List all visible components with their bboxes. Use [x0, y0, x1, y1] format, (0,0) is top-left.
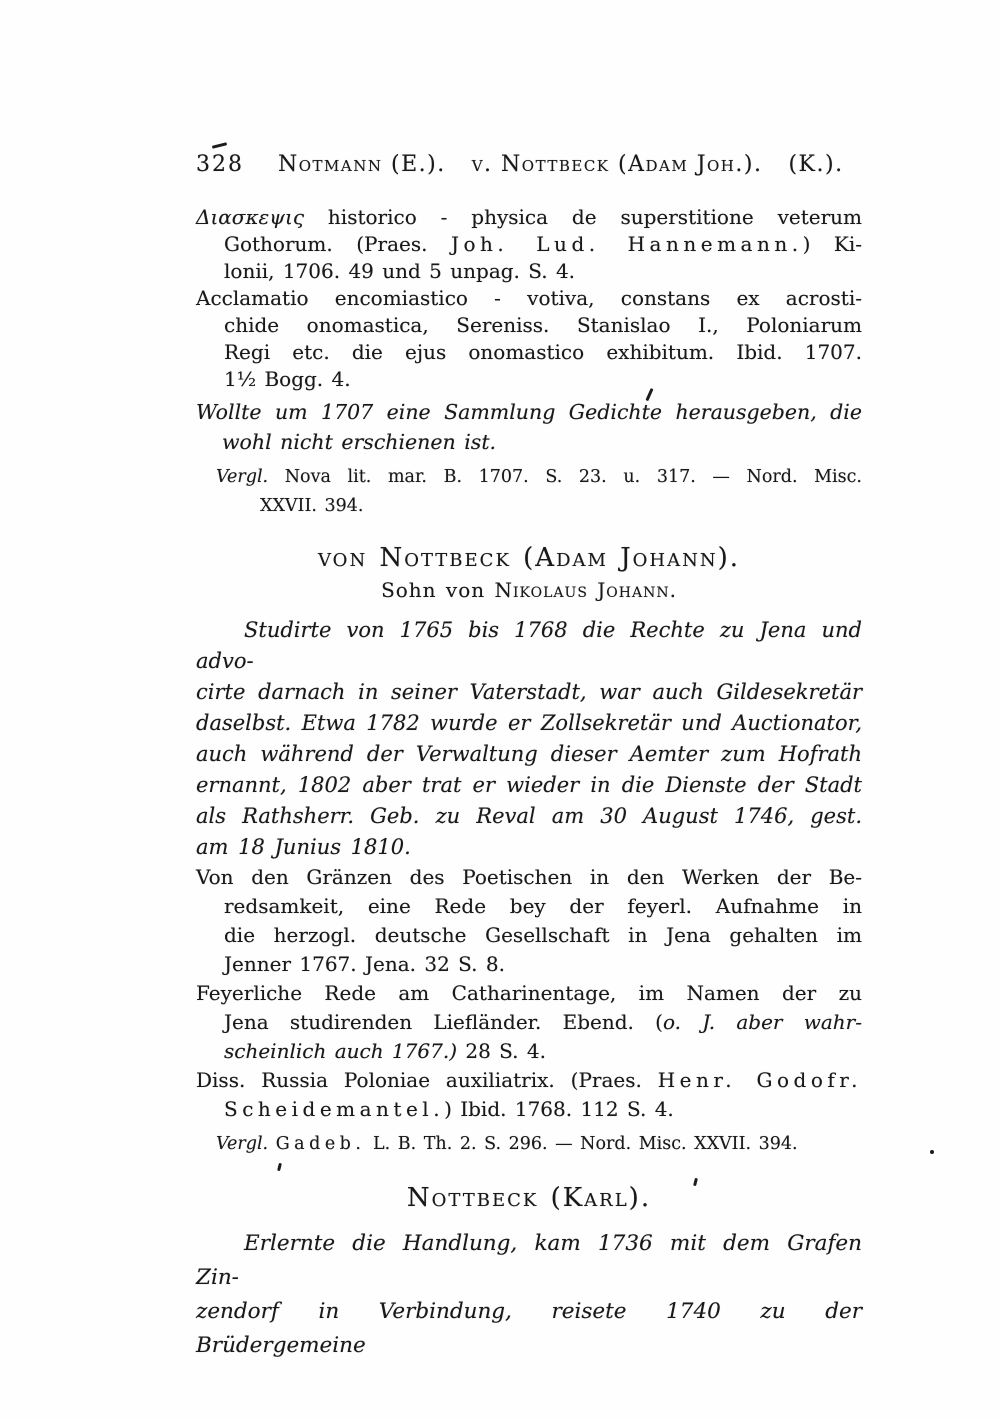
text-line: Jenner 1767. Jena. 32 S. 8.	[224, 952, 505, 976]
entry-feyerliche-rede	[196, 979, 862, 1066]
text-line: zendorf in Verbindung, reisete 1740 zu der Brüdergemeine	[196, 1299, 862, 1358]
header-entry-k: (K.).	[788, 152, 844, 177]
text-line: lonii, 1706. 49 und 5 unpag. S. 4.	[224, 259, 576, 283]
text-line: Von den Gränzen des Poetischen in den Werken der Be-	[196, 865, 862, 889]
entry-diss-russia	[196, 1066, 862, 1124]
text-line: 1½ Bogg. 4.	[224, 367, 351, 391]
biography-karl	[196, 1227, 862, 1363]
text-line: als Rathsherr. Geb. zu Reval am 30 August 1746, gest.	[196, 804, 862, 828]
reference-note-1	[196, 463, 862, 521]
text-line: Διασκεψις historico - physica de superstitione veterum	[196, 205, 862, 229]
text-line: am 18 Junius 1810.	[196, 835, 411, 859]
text-block	[196, 150, 862, 1363]
subheading-sohn-von-nikolaus-johann	[196, 575, 862, 605]
text-line: Gothorum. (Praes. Joh. Lud. Hannemann.) Ki-	[224, 232, 863, 256]
text-line: Erlernte die Handlung, kam 1736 mit dem Grafen Zin-	[196, 1231, 862, 1290]
text-line: Studirte von 1765 bis 1768 die Rechte zu Jena und advo-	[196, 618, 862, 673]
text-line: chide onomastica, Sereniss. Stanislao I., Poloniarum	[224, 313, 862, 337]
scan-artifact-dot	[930, 1150, 934, 1154]
entry-diaskepsis	[196, 204, 862, 285]
header-entry-notmann: Notmann (E.).	[278, 152, 446, 177]
text-line: Scheidemantel.) Ibid. 1768. 112 S. 4.	[224, 1097, 674, 1121]
text-line: XXVII. 394.	[260, 496, 364, 516]
text-line: auch während der Verwaltung dieser Aemter zum Hofrath	[196, 742, 862, 766]
text-line: cirte darnach in seiner Vaterstadt, war auch Gildesekretär	[196, 680, 862, 704]
header-entry-nottbeck: v. Nottbeck (Adam Joh.).	[471, 152, 763, 177]
scan-artifact-dash	[212, 142, 227, 149]
running-header	[196, 150, 862, 180]
text-line: Sohn von Nikolaus Johann.	[381, 578, 677, 602]
entry-von-den-graenzen	[196, 863, 862, 979]
text-line: scheinlich auch 1767.) 28 S. 4.	[224, 1039, 546, 1063]
blocks	[196, 204, 862, 1363]
biography-adam-johann	[196, 615, 862, 863]
text-line: Vergl. Gadeb. L. B. Th. 2. S. 296. — Nord. Misc. XXVII. 394.	[216, 1134, 798, 1154]
text-line: Diss. Russia Poloniae auxiliatrix. (Praes. Henr. Godofr.	[196, 1068, 862, 1092]
text-line: ernannt, 1802 aber trat er wieder in die Dienste der Stadt	[196, 773, 862, 797]
entry-acclamatio	[196, 285, 862, 393]
text-line: Jena studirenden Liefländer. Ebend. (o. J. aber wahr-	[224, 1010, 862, 1034]
text-line: Vergl. Nova lit. mar. B. 1707. S. 23. u. 317. — Nord. Misc.	[216, 467, 862, 487]
text-line: die herzogl. deutsche Gesellschaft in Jena gehalten im	[224, 923, 862, 947]
remark-sammlung-gedichte	[196, 397, 862, 457]
heading-nottbeck-karl	[196, 1181, 862, 1215]
text-line: Acclamatio encomiastico - votiva, constans ex acrosti-	[196, 286, 862, 310]
text-line: redsamkeit, eine Rede bey der feyerl. Aufnahme in	[224, 894, 862, 918]
text-line: Regi etc. die ejus onomastico exhibitum. Ibid. 1707.	[224, 340, 862, 364]
text-line: daselbst. Etwa 1782 wurde er Zollsekretär und Auctionator,	[196, 711, 862, 735]
text-line: von Nottbeck (Adam Johann).	[318, 543, 740, 573]
heading-von-nottbeck-adam-johann	[196, 541, 862, 575]
reference-note-2	[196, 1130, 862, 1159]
text-line: Wollte um 1707 eine Sammlung Gedichte herausgeben, die	[196, 400, 862, 424]
text-line: Nottbeck (Karl).	[406, 1183, 652, 1213]
page-number: 328	[196, 152, 244, 177]
text-line: Feyerliche Rede am Catharinentage, im Namen der zu	[196, 981, 862, 1005]
text-line: wohl nicht erschienen ist.	[222, 430, 497, 454]
